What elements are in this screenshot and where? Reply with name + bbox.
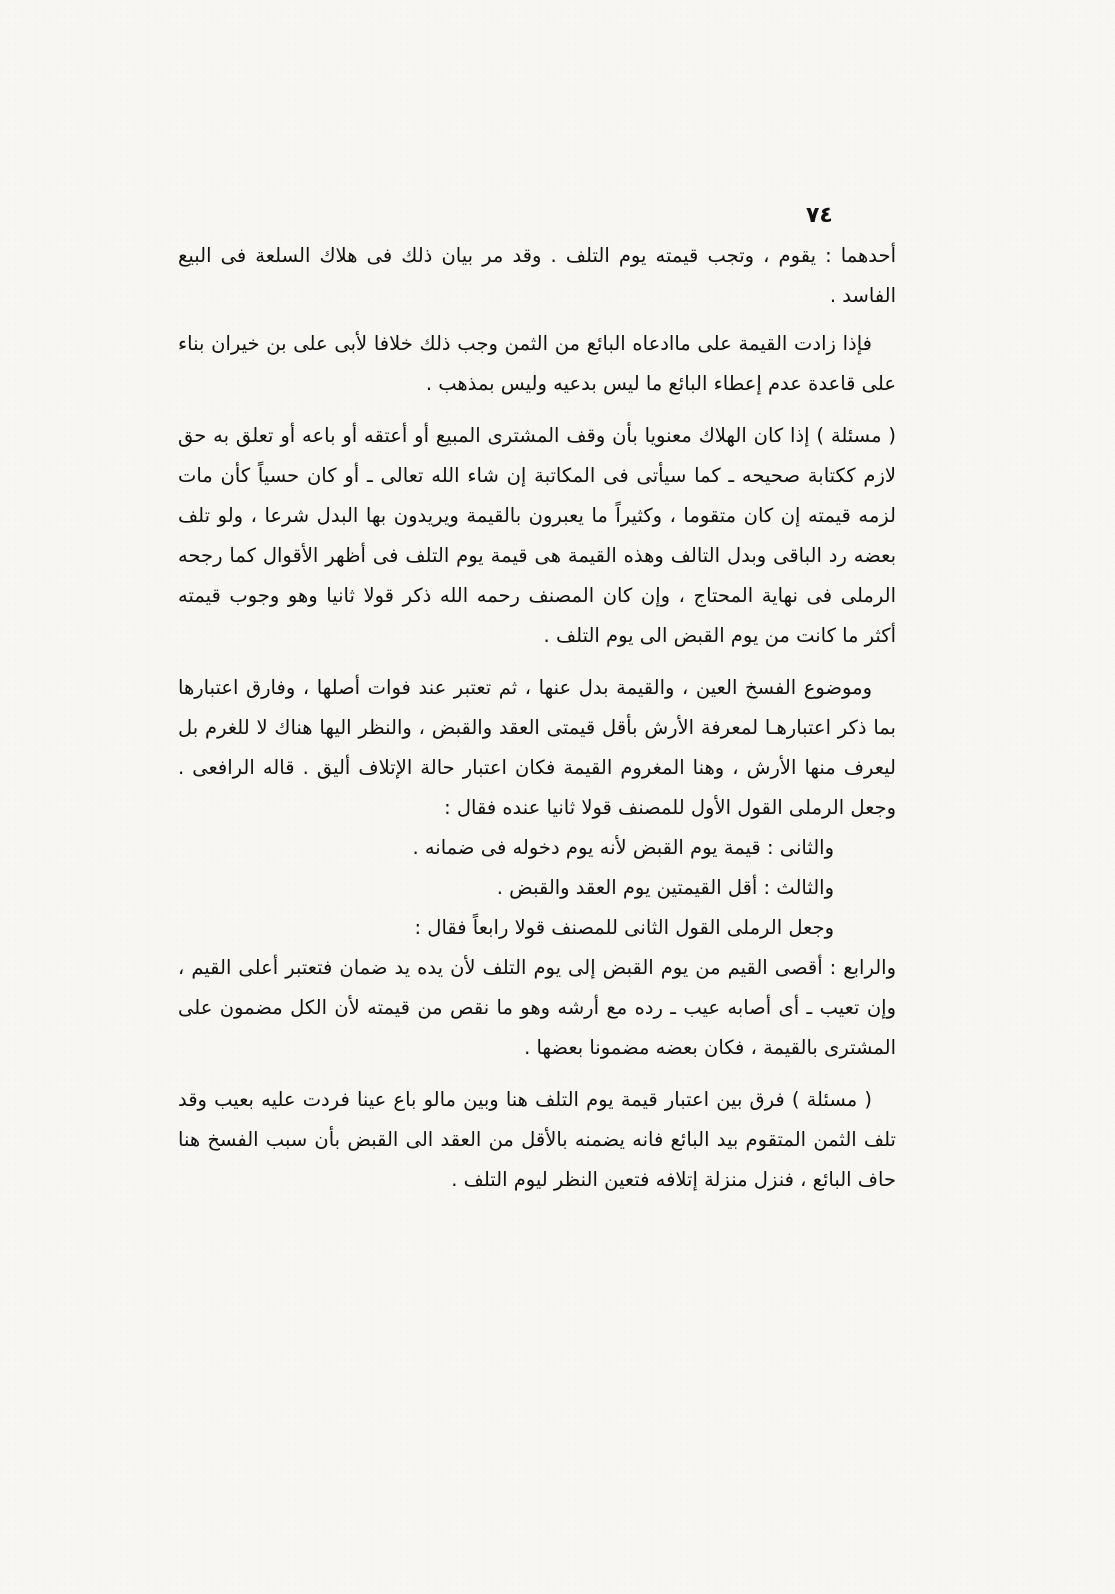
list-line-second-opinion: والثانى : قيمة يوم القبض لأنه يوم دخوله فى ضمانه . [412, 836, 834, 859]
paragraph-continuation: أحدهما : يقوم ، وتجب قيمته يوم التلف . وقد مر بيان ذلك فى هلاك السلعة فى البيع الفاسد . [178, 244, 896, 307]
page-body [178, 236, 896, 1200]
list-line-fourth-intro: وجعل الرملى القول الثانى للمصنف قولا رابعاً فقال : [414, 916, 834, 939]
paragraph-issue-difference: ( مسئلة ) فرق بين اعتبار قيمة يوم التلف هنا وبين مالو باع عينا فردت عليه بعيب وقد تلف الثمن المتقوم بيد البائع فانه يضمنه بالأقل من العقد الى القبض بأن سبب الفسخ هنا حاف البائع ، فنزل منزلة إتلافه فتعين النظر ليوم التلف . [178, 1088, 896, 1191]
paragraph-subject-of-rescission: وموضوع الفسخ العين ، والقيمة بدل عنها ، ثم تعتبر عند فوات أصلها ، وفارق اعتبارها بما ذكر اعتبارهـا لمعرفة الأرش بأقل قيمتى العقد والقبض ، والنظر اليها هناك لا للغرم بل ليعرف منها الأرش ، وهنا المغروم القيمة فكان اعتبار حالة الإتلاف أليق . قاله الرافعى . وجعل الرملى القول الأول للمصنف قولا ثانيا عنده فقال : [178, 676, 896, 819]
page-number: ٧٤ [806, 203, 833, 228]
paragraph-price-increase: فإذا زادت القيمة على ماادعاه البائع من الثمن وجب ذلك خلافا لأبى على بن خيران بناء على قاعدة عدم إعطاء البائع ما ليس بدعيه وليس بمذهب . [178, 332, 896, 395]
paragraph-issue-destruction: ( مسئلة ) إذا كان الهلاك معنويا بأن وقف المشترى المبيع أو أعتقه أو باعه أو تعلق به حق لازم ككتابة صحيحه ـ كما سيأتى فى المكاتبة إن شاء الله تعالى ـ أو كان حسياً كأن مات لزمه قيمته إن كان متقوما ، وكثيراً ما يعبرون بالقيمة ويريدون بها البدل شرعا ، ولو تلف بعضه رد الباقى وبدل التالف وهذه القيمة هى قيمة يوم التلف فى أظهر الأقوال كما رجحه الرملى فى نهاية المحتاج ، وإن كان المصنف رحمه الله ذكر قولا ثانيا وهو وجوب قيمته أكثر ما كانت من يوم القبض الى يوم التلف . [178, 424, 896, 647]
list-line-third-opinion: والثالث : أقل القيمتين يوم العقد والقبض . [496, 876, 834, 899]
paragraph-fourth-opinion: والرابع : أقصى القيم من يوم القبض إلى يوم التلف لأن يده يد ضمان فتعتبر أعلى القيم ، وإن تعيب ـ أى أصابه عيب ـ رده مع أرشه وهو ما نقص من قيمته لأن الكل مضمون على المشترى بالقيمة ، فكان بعضه مضمونا بعضها . [178, 956, 896, 1059]
